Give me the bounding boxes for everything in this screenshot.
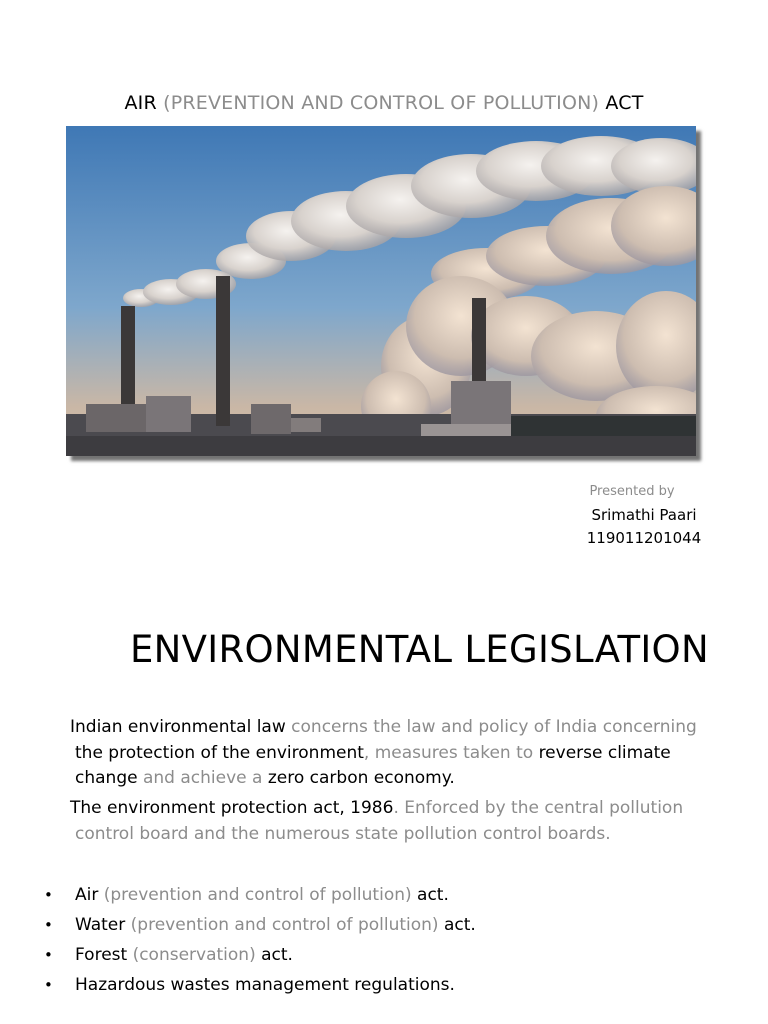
p2-text: control board and the numerous state pollution control boards.	[75, 823, 611, 844]
slide-title	[0, 92, 768, 114]
p1-text: the protection of the environment	[75, 742, 364, 763]
p1-text: concerns the law and policy of India concerning	[285, 717, 697, 737]
bullet-icon: •	[44, 886, 53, 904]
paragraph-indian-law	[70, 715, 720, 792]
factory-smoke-photo	[66, 126, 696, 456]
list-item: • Water (prevention and control of pollution) act.	[44, 910, 476, 940]
p2-text: The environment protection act, 1986	[70, 798, 394, 818]
p1-text: reverse climate	[538, 742, 671, 763]
author-id: 119011201044	[586, 529, 702, 547]
bullet-icon: •	[44, 916, 53, 934]
bullet-icon: •	[44, 976, 53, 994]
paragraph-epa-1986	[70, 796, 720, 847]
p1-text: Indian environmental law	[70, 717, 286, 737]
title-prevention: (PREVENTION AND CONTROL OF POLLUTION)	[163, 92, 600, 114]
p2-text: . Enforced by the central pollution	[393, 798, 684, 818]
p1-text: .	[449, 768, 455, 788]
title-air: AIR	[124, 92, 164, 114]
p1-text: , measures taken to	[363, 742, 539, 763]
acts-list	[44, 880, 476, 1000]
bullet-icon: •	[44, 946, 53, 964]
list-item: • Forest (conservation) act.	[44, 940, 476, 970]
p1-text: change	[75, 768, 138, 788]
list-item: • Air (prevention and control of pollution) act.	[44, 880, 476, 910]
title-act: ACT	[599, 92, 644, 114]
section-heading: ENVIRONMENTAL LEGISLATION	[130, 628, 709, 671]
p1-text: and achieve a	[137, 768, 268, 788]
presented-by-label: Presented by	[589, 484, 675, 499]
author-name: Srimathi Paari	[591, 506, 697, 524]
smokestacks-illustration	[66, 126, 696, 456]
p1-text: zero carbon economy	[267, 768, 450, 788]
list-item: • Hazardous wastes management regulations.	[44, 970, 476, 1000]
